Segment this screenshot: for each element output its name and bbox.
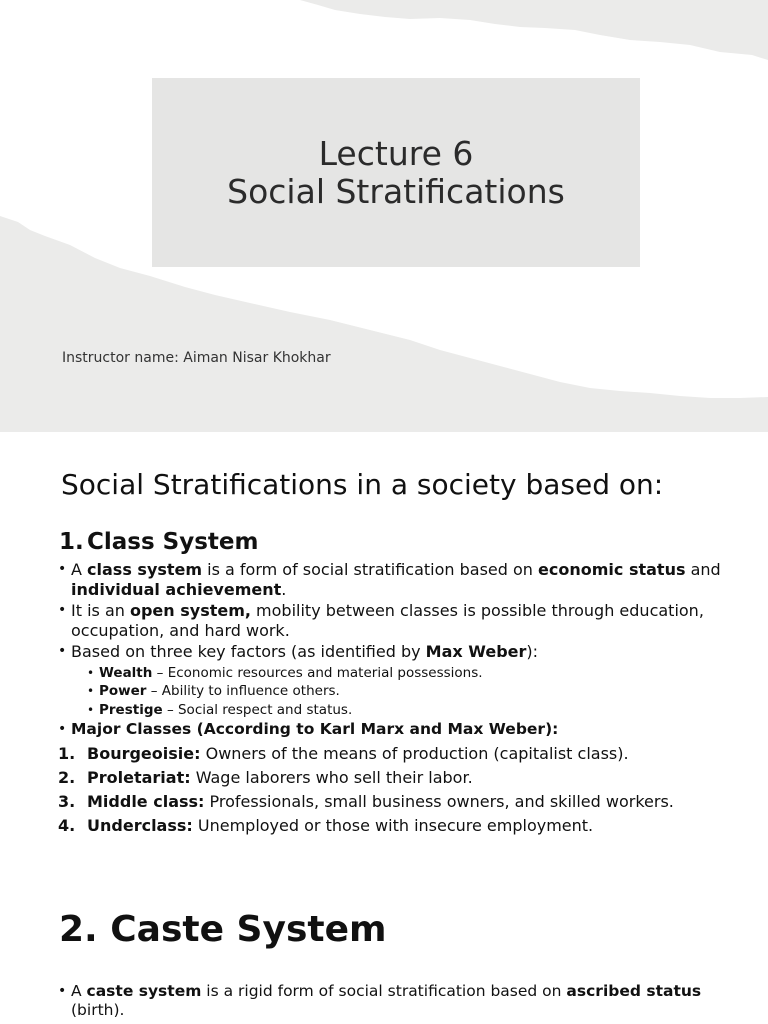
class-item-bourgeoisie — [58, 742, 728, 766]
class-item-middle-class — [58, 790, 728, 814]
bold-term: Middle class: — [87, 791, 205, 811]
title-line-topic: Social Stratifications — [227, 171, 565, 211]
bullet-major-classes — [58, 720, 728, 740]
text: – Ability to influence others. — [146, 683, 340, 699]
title-line-lecture: Lecture 6 — [318, 133, 474, 173]
slide-heading: Social Stratifications in a society based on: — [61, 468, 664, 501]
text: Wage laborers who sell their labor. — [190, 767, 473, 787]
text: A — [71, 560, 88, 579]
text: Unemployed or those with insecure employment. — [192, 815, 594, 835]
class-item-proletariat — [58, 766, 728, 790]
bold-term: Prestige — [99, 701, 163, 718]
text: is a form of social stratification based on — [202, 560, 539, 579]
bold-term: Power — [99, 683, 147, 699]
section-heading-class-system — [59, 529, 258, 555]
class-system-content — [58, 560, 728, 838]
text: is a rigid form of social stratification based on — [201, 982, 567, 1000]
bold-term: class system — [87, 560, 203, 579]
title-box — [152, 78, 640, 267]
sub-bullet-wealth — [58, 664, 728, 683]
bold-term: ascribed status — [566, 982, 702, 1000]
bold-term: individual achievement — [71, 579, 282, 599]
bold-term: economic status — [538, 560, 686, 579]
text: (birth). — [71, 1001, 125, 1019]
item-number: 2. — [58, 767, 76, 787]
text: Based on three key factors (as identified by — [71, 642, 426, 661]
bullet-caste-definition — [58, 982, 728, 1020]
bold-term: open system, — [129, 601, 251, 620]
text: . — [281, 579, 287, 599]
content-slide — [0, 432, 768, 1024]
bold-term: Major Classes (According to Karl Marx and Max Weber): — [71, 720, 559, 738]
caste-system-content — [58, 982, 728, 1022]
text: – Economic resources and material possessions. — [152, 664, 483, 681]
text: mobility between classes is possible through education, occupation, and hard work. — [71, 601, 704, 640]
sub-bullet-prestige — [58, 701, 728, 720]
section-number: 1. — [59, 529, 84, 555]
item-number: 1. — [58, 743, 76, 763]
text: Owners of the means of production (capitalist class). — [200, 743, 629, 763]
text: It is an — [71, 601, 130, 620]
text: A — [71, 982, 87, 1000]
instructor-name: Instructor name: Aiman Nisar Khokhar — [62, 350, 331, 366]
bold-term: Wealth — [99, 664, 153, 681]
section-title: Class System — [87, 529, 259, 555]
bullet-open-system — [58, 601, 728, 640]
title-slide — [0, 0, 768, 432]
torn-paper-top — [300, 0, 768, 60]
bullet-definition — [58, 560, 728, 599]
bold-term: Bourgeoisie: — [87, 743, 201, 763]
text: and — [685, 560, 721, 579]
bold-term: Max Weber — [425, 642, 527, 661]
item-number: 4. — [58, 815, 76, 835]
section-heading-caste-system: 2. Caste System — [59, 909, 387, 950]
text: – Social respect and status. — [162, 701, 353, 718]
bold-term: Underclass: — [87, 815, 193, 835]
text: ): — [526, 642, 539, 661]
bold-term: caste system — [86, 982, 202, 1000]
bold-term: Proletariat: — [87, 767, 191, 787]
class-item-underclass — [58, 814, 728, 838]
item-number: 3. — [58, 791, 76, 811]
bullet-key-factors — [58, 642, 728, 662]
text: Professionals, small business owners, and skilled workers. — [204, 791, 674, 811]
sub-bullet-power — [58, 682, 728, 701]
